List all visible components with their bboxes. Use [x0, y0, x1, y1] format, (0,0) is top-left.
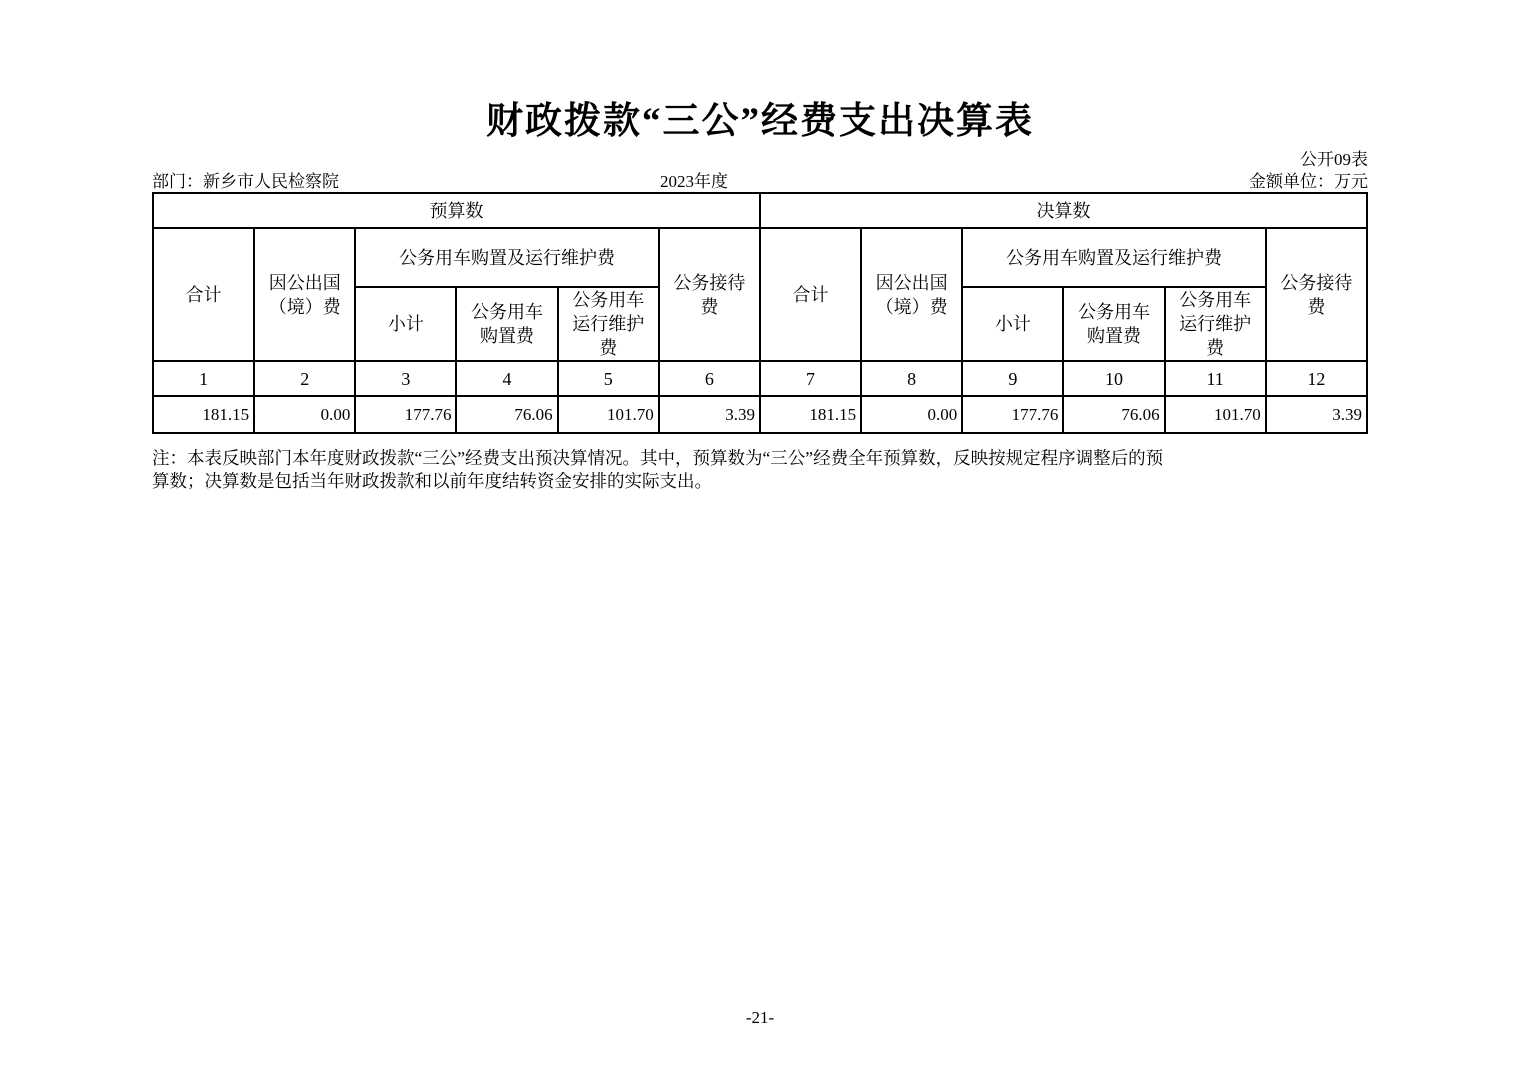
value-cell: 0.00 — [861, 396, 962, 433]
value-cell: 3.39 — [1266, 396, 1367, 433]
info-row — [152, 167, 1368, 191]
col-number: 3 — [355, 361, 456, 396]
value-cell: 181.15 — [153, 396, 254, 433]
table-code-label: 公开09表 — [1300, 150, 1368, 169]
header-budget-maintain: 公务用车运行维护费 — [558, 287, 659, 361]
header-budget-subtotal: 小计 — [355, 287, 456, 361]
col-number: 12 — [1266, 361, 1367, 396]
col-number: 6 — [659, 361, 760, 396]
header-budget-vehicle-group: 公务用车购置及运行维护费 — [355, 228, 658, 287]
col-number: 4 — [456, 361, 557, 396]
value-cell: 0.00 — [254, 396, 355, 433]
header-budget-abroad: 因公出国（境）费 — [254, 228, 355, 361]
col-number: 2 — [254, 361, 355, 396]
value-cell: 181.15 — [760, 396, 861, 433]
value-cell: 76.06 — [456, 396, 557, 433]
value-cell: 76.06 — [1063, 396, 1164, 433]
section-header-final: 决算数 — [760, 193, 1367, 228]
value-cell: 101.70 — [1165, 396, 1266, 433]
footnote-line-1: 注：本表反映部门本年度财政拨款“三公”经费支出预决算情况。其中，预算数为“三公”经费全年预算数，反映按规定程序调整后的预 — [152, 448, 1164, 468]
header-budget-reception: 公务接待费 — [659, 228, 760, 361]
header-final-reception: 公务接待费 — [1266, 228, 1367, 361]
table-footnote — [152, 447, 1382, 493]
header-final-abroad: 因公出国（境）费 — [861, 228, 962, 361]
header-budget-purchase: 公务用车购置费 — [456, 287, 557, 361]
header-final-purchase: 公务用车购置费 — [1063, 287, 1164, 361]
col-number: 9 — [962, 361, 1063, 396]
header-budget-total: 合计 — [153, 228, 254, 361]
value-cell: 177.76 — [962, 396, 1063, 433]
footnote-line-2: 算数；决算数是包括当年财政拨款和以前年度结转资金安排的实际支出。 — [152, 471, 712, 491]
table-section-row — [153, 193, 1367, 228]
three-public-expense-table — [152, 192, 1368, 434]
column-number-row — [153, 361, 1367, 396]
section-header-budget: 预算数 — [153, 193, 760, 228]
table-group-header-row — [153, 228, 1367, 287]
header-final-subtotal: 小计 — [962, 287, 1063, 361]
department-label: 部门：新乡市人民检察院 — [152, 172, 339, 191]
page-number: -21- — [745, 1008, 775, 1027]
col-number: 5 — [558, 361, 659, 396]
amount-unit-label: 金额单位：万元 — [1249, 172, 1368, 191]
header-final-total: 合计 — [760, 228, 861, 361]
value-row — [153, 396, 1367, 433]
value-cell: 101.70 — [558, 396, 659, 433]
col-number: 10 — [1063, 361, 1164, 396]
page-title: 财政拨款“三公”经费支出决算表 — [486, 101, 1034, 142]
col-number: 11 — [1165, 361, 1266, 396]
col-number: 7 — [760, 361, 861, 396]
col-number: 1 — [153, 361, 254, 396]
header-final-maintain: 公务用车运行维护费 — [1165, 287, 1266, 361]
value-cell: 177.76 — [355, 396, 456, 433]
header-final-vehicle-group: 公务用车购置及运行维护费 — [962, 228, 1265, 287]
fiscal-year-label: 2023年度 — [660, 172, 728, 191]
value-cell: 3.39 — [659, 396, 760, 433]
col-number: 8 — [861, 361, 962, 396]
